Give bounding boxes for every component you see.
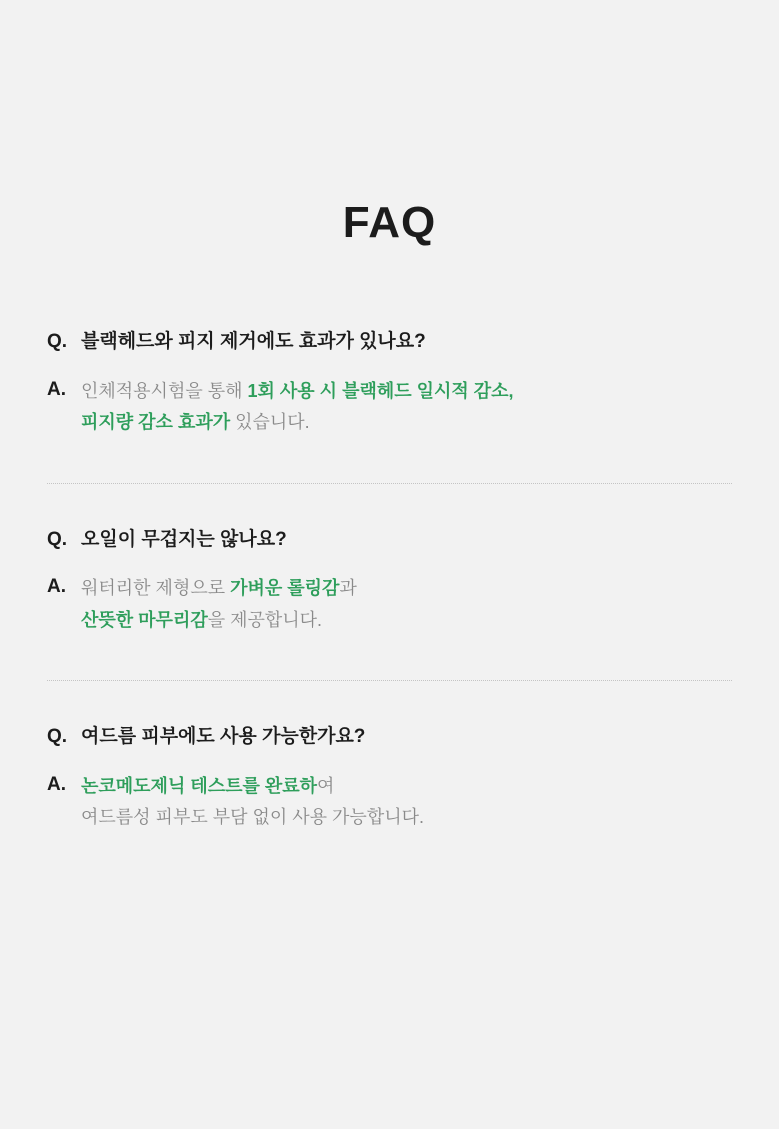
question-row — [47, 328, 732, 357]
answer-text: 워터리한 제형으로 가벼운 롤링감과 산뜻한 마무리감을 제공합니다. — [81, 578, 357, 630]
question-marker: Q. — [47, 726, 68, 748]
question-text: 여드름 피부에도 사용 가능한가요? — [81, 726, 366, 748]
divider — [47, 680, 732, 681]
question-marker: Q. — [47, 331, 68, 353]
faq-item — [47, 526, 732, 637]
answer-marker: A. — [47, 378, 66, 400]
page-title: FAQ — [342, 198, 437, 248]
faq-item — [47, 723, 732, 834]
answer-row — [47, 376, 732, 439]
question-text: 오일이 무겁지는 않나요? — [81, 528, 287, 550]
answer-marker: A. — [47, 773, 66, 795]
answer-marker: A. — [47, 576, 66, 598]
question-marker: Q. — [47, 528, 68, 550]
answer-row — [47, 573, 732, 636]
answer-text: 인체적용시험을 통해 1회 사용 시 블랙헤드 일시적 감소, 피지량 감소 효과가 있습니다. — [81, 380, 514, 433]
faq-list — [0, 328, 779, 834]
answer-row — [47, 771, 732, 834]
faq-page — [0, 29, 779, 1129]
faq-item — [47, 328, 732, 439]
divider — [47, 483, 732, 484]
question-text: 블랙헤드와 피지 제거에도 효과가 있나요? — [81, 331, 426, 353]
question-row — [47, 526, 732, 555]
question-row — [47, 723, 732, 752]
answer-text: 논코메도제닉 테스트를 완료하여 여드름성 피부도 부담 없이 사용 가능합니다. — [81, 775, 424, 828]
